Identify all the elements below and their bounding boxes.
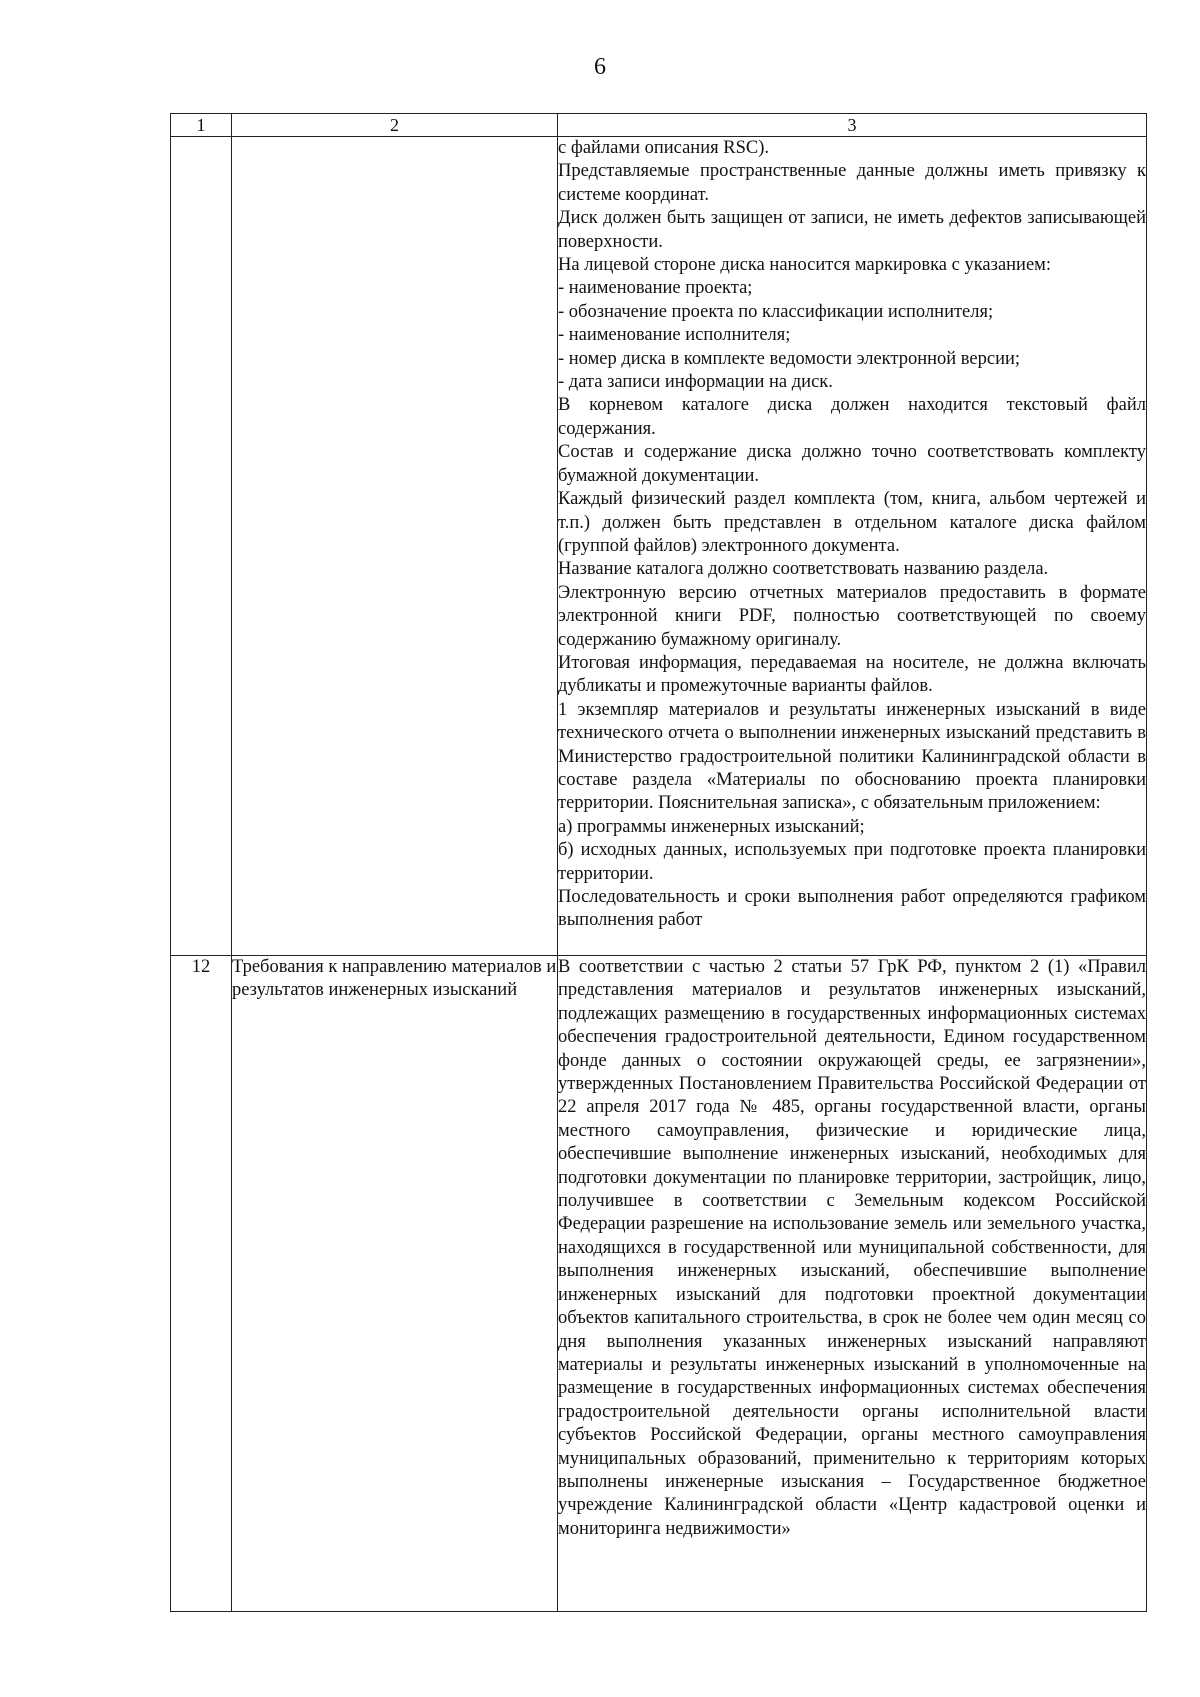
content-paragraph: Представляемые пространственные данные должны иметь привязку к системе координат.: [558, 161, 1146, 205]
content-paragraph: Каждый физический раздел комплекта (том, книга, альбом чертежей и т.п.) должен быть представлен в отдельном каталоге диска файлом (группой файлов) электронного документа.: [558, 489, 1146, 556]
row-number-cell: 12: [171, 956, 232, 1612]
list-item: - обозначение проекта по классификации исполнителя;: [558, 301, 994, 322]
row-number-cell: [171, 137, 232, 956]
table-row-continuation: [171, 137, 1147, 956]
table-row-12: [171, 956, 1147, 1612]
column-header-3: 3: [558, 114, 1147, 137]
page-number: 6: [594, 54, 606, 80]
column-header-2: 2: [232, 114, 558, 137]
list-item: - наименование проекта;: [558, 278, 753, 299]
content-paragraph: В корневом каталоге диска должен находится текстовый файл содержания.: [558, 395, 1146, 439]
content-paragraph: Итоговая информация, передаваемая на носителе, не должна включать дубликаты и промежуточные варианты файлов.: [558, 652, 1146, 697]
content-paragraph: В соответствии с частью 2 статьи 57 ГрК РФ, пунктом 2 (1) «Правил представления материалов и результатов инженерных изысканий, подлежащих размещению в государственных информационных системах обеспечения градостроительной деятельности, Едином государственном фонде данных о состоянии окружающей среды, ее загрязнении», утвержденных Постановлением Правительства Российской Федерации от 22 апреля 2017 года № 485, органы государственной власти, органы местного самоуправления, физические и юридические лица, обеспечившие выполнение инженерных изысканий, необходимых для подготовки документации по планировке территории, застройщик, лицо, получившее в соответствии с Земельным кодексом Российской Федерации разрешение на использование земель или земельного участка, находящихся в государственной или муниципальной собственности, для выполнения инженерных изысканий, обеспечившие выполнение инженерных изысканий для подготовки проектной документации объектов капитального строительства, в срок не более чем один месяц со дня выполнения указанных инженерных изысканий направляют материалы и результаты инженерных изысканий в уполномоченные на размещение в государственных информационных системах обеспечения градостроительной деятельности органы исполнительной власти субъектов Российской Федерации, органы местного самоуправления муниципальных образований, применительно к территориям которых выполнены инженерные изыскания – Государственное бюджетное учреждение Калининградской области «Центр кадастровой оценки и мониторинга недвижимости»: [558, 957, 1146, 1539]
column-header-1: 1: [171, 114, 232, 137]
requirements-table: [170, 113, 1147, 1612]
list-item: - номер диска в комплекте ведомости электронной версии;: [558, 348, 1021, 369]
row-content-cell: [558, 956, 1147, 1612]
content-paragraph: Электронную версию отчетных материалов предоставить в формате электронной книги PDF, полностью соответствующей по своему содержанию бумажному оригиналу.: [558, 582, 1146, 650]
content-paragraph: Название каталога должно соответствовать названию раздела.: [558, 559, 1049, 580]
list-item: - дата записи информации на диск.: [558, 372, 833, 393]
row-topic-cell: Требования к направлению материалов и результатов инженерных изысканий: [232, 956, 558, 1612]
row-topic-cell: [232, 137, 558, 956]
header-row: [171, 114, 1147, 137]
content-paragraph: 1 экземпляр материалов и результаты инженерных изысканий в виде технического отчета о выполнении инженерных изысканий представить в Министерство градостроительной политики Калининградской области в составе раздела «Материалы по обоснованию проекта планировки территории. Пояснительная записка», с обязательным приложением:: [558, 699, 1146, 814]
content-paragraph: с файлами описания RSC).: [558, 138, 769, 158]
content-paragraph: Последовательность и сроки выполнения работ определяются графиком выполнения работ: [558, 887, 1146, 931]
row-content-cell: [558, 137, 1147, 956]
content-paragraph: Состав и содержание диска должно точно соответствовать комплекту бумажной документации.: [558, 442, 1146, 486]
list-item: - наименование исполнителя;: [558, 325, 791, 346]
content-paragraph: Диск должен быть защищен от записи, не иметь дефектов записывающей поверхности.: [558, 208, 1146, 252]
content-paragraph: На лицевой стороне диска наносится маркировка с указанием:: [558, 255, 1052, 276]
list-item: а) программы инженерных изысканий;: [558, 816, 865, 837]
list-item: б) исходных данных, используемых при подготовке проекта планировки территории.: [558, 840, 1146, 884]
